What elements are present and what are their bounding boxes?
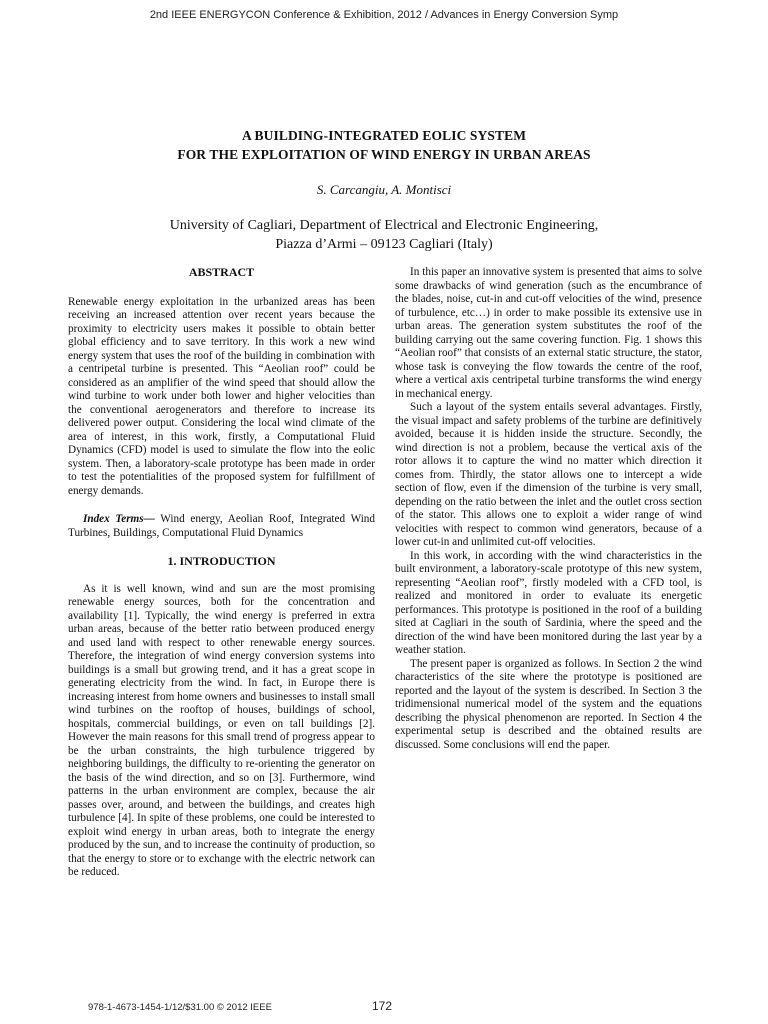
intro-paragraph-3: Such a layout of the system entails several advantages. Firstly, the visual impact and safety problems of the turbine are definitively avoided, because it is hidden inside the structure. Secondly, the wind direction is not a problem, because the vertical axis of the rotor allows it to capture the wind no matter which direction it comes from. Thirdly, the stator allows one to intercept a wide section of flow, even if the dimension of the turbine is very small, depending on the ratio between the inlet and the outlet cross section of the stator. This allows one to exploit a wider range of wind velocities with respect to common wind generators, because of a lower cut-in and unlimited cut-off velocities. xyxy=(395,401,702,548)
authors: S. Carcangiu, A. Montisci xyxy=(316,182,452,197)
index-terms-label: Index Terms— xyxy=(83,513,155,525)
paper-title xyxy=(0,126,768,164)
intro-paragraph-4: In this work, in according with the wind characteristics in the built environment, a laboratory-scale prototype of this new system, representing “Aeolian roof”, firstly modeled with a CFD tool, is realized and monitored in order to evaluate its energetic performances. This prototype is positioned in the roof of a building sited at Cagliari in the south of Sardinia, where the speed and the direction of the wind have been monitored during the last year by a weather station. xyxy=(395,549,702,656)
intro-paragraph-2: In this paper an innovative system is presented that aims to solve some drawbacks of wind generation (such as the encumbrance of the blades, noise, cut-in and cut-off velocities of the wind, presence of turbulence, etc…) in order to make possible its extensive use in urban areas. The generation system substitutes the roof of the building carrying out the same covering function. Fig. 1 shows this “Aeolian roof” that consists of an external static structure, the stator, whose task is conveying the flow towards the centre of the roof, where a vertical axis centripetal turbine transforms the wind energy in mechanical energy. xyxy=(395,266,702,400)
page-number: 172 xyxy=(372,999,393,1013)
title-line-1: A BUILDING-INTEGRATED EOLIC SYSTEM xyxy=(241,128,527,143)
footer-isbn: 978-1-4673-1454-1/12/$31.00 © 2012 IEEE xyxy=(88,1002,272,1013)
running-head: 2nd IEEE ENERGYCON Conference & Exhibition, 2012 / Advances in Energy Conversion Symp xyxy=(149,9,619,21)
right-column xyxy=(395,266,702,752)
abstract-text: Renewable energy exploitation in the urbanized areas has been receiving an increased attention over recent years because the proximity to electricity users makes it possible to obtain better global efficiency and to save territory. In this work a new wind energy system that uses the roof of the building in combination with a centripetal turbine is presented. This “Aeolian roof” could be considered as an amplifier of the wind speed that should allow the wind turbine to work under both lower and higher velocities than the conventional aerogenerators and therefore to increase its delivered power output. Considering the local wind climate of the area of interest, in this work, firstly, a Computational Fluid Dynamics (CFD) model is used to simulate the flow into the eolic system. Then, a laboratory-scale prototype has been made in order to test the potentialities of the proposed system for fulfillment of energy demands. xyxy=(68,295,375,497)
left-column xyxy=(68,266,375,880)
index-terms-text: Wind energy, Aeolian Roof, Integrated Wind Turbines, Buildings, Computational Fluid Dynamics xyxy=(68,513,375,539)
intro-paragraph-5: The present paper is organized as follows. In Section 2 the wind characteristics of the site where the prototype is positioned are reported and the layout of the system is described. In Section 3 the tridimensional numerical model of the system and the equations describing the physical phenomenon are reported. In Section 4 the experimental setup is described and the obtained results are discussed. Some conclusions will end the paper. xyxy=(395,657,702,751)
title-line-2: FOR THE EXPLOITATION OF WIND ENERGY IN URBAN AREAS xyxy=(177,147,591,162)
affiliation xyxy=(0,216,768,254)
intro-paragraph-1: As it is well known, wind and sun are the most promising renewable energy sources, both for the concentration and availability [1]. Typically, the wind energy is preferred in extra urban areas, because of the better ratio between produced energy and used land with respect to other renewable energy sources. Therefore, the integration of wind energy conversion systems into buildings is a small but growing trend, and it has a great scope in generating electricity from the wind. In fact, in Europe there is increasing interest from home owners and businesses to install small wind turbines on the rooftop of houses, buildings of school, hospitals, commercial buildings, or even on tall buildings [2]. However the main reasons for this small trend of progress appear to be the urban constraints, the high turbulence triggered by neighboring buildings, the difficulty to re-orienting the generator on the basis of the wind direction, and so on [3]. Furthermore, wind patterns in the urban environment are complex, because the air passes over, around, and between the buildings, and creates high turbulence [4]. In spite of these problems, one could be interested to exploit wind energy in urban areas, both to integrate the energy produced by the sun, and to increase the continuity of production, so that the energy to store or to exchange with the electric network can be reduced. xyxy=(68,582,375,878)
affiliation-line-2: Piazza d’Armi – 09123 Cagliari (Italy) xyxy=(275,237,493,252)
index-terms xyxy=(68,513,375,540)
affiliation-line-1: University of Cagliari, Department of Electrical and Electronic Engineering, xyxy=(169,218,599,233)
abstract-heading: ABSTRACT xyxy=(188,265,255,279)
introduction-heading: 1. INTRODUCTION xyxy=(167,554,276,568)
